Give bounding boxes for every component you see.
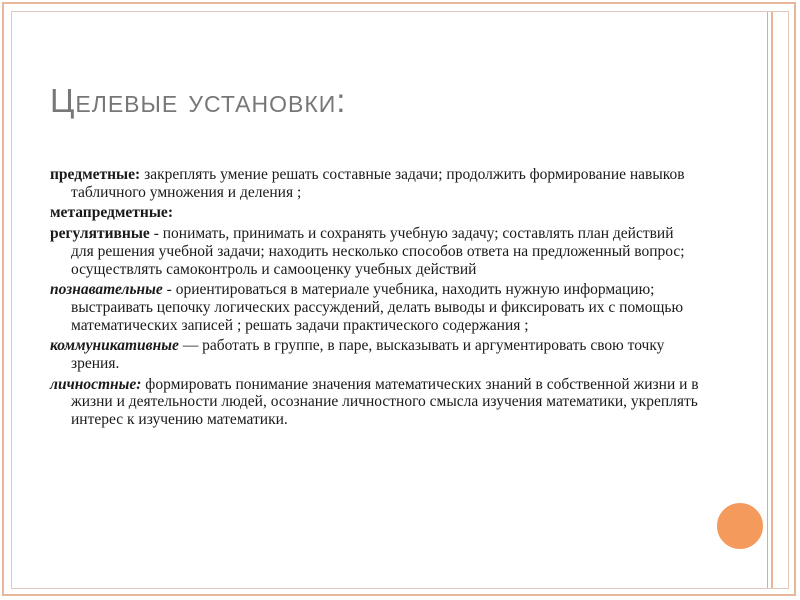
paragraph-subject <box>50 166 700 201</box>
paragraph-label: метапредметные: <box>50 204 173 222</box>
paragraph-text: работать в группе, в паре, высказывать и аргументировать свою точку зрения. <box>71 337 665 373</box>
paragraph-label: коммуникативные <box>50 337 179 355</box>
paragraph-regulatory <box>50 225 700 278</box>
paragraph-label: предметные: <box>50 166 141 183</box>
frame-vertical-line <box>767 12 768 588</box>
paragraph-metasubject <box>50 204 700 222</box>
accent-circle <box>714 500 766 552</box>
paragraph-label: познавательные <box>50 281 163 299</box>
paragraph-personal <box>50 376 700 429</box>
paragraph-label-tail: - <box>162 281 172 299</box>
paragraph-text: ориентироваться в материале учебника, находить нужную информацию; выстраивать цепочку логических рассуждений, делать выводы и фиксировать их с помощью математических записей ; решать задачи практического содержания ; <box>71 281 684 334</box>
paragraph-label-tail: — <box>178 337 199 355</box>
paragraph-cognitive <box>50 281 700 334</box>
frame-vertical-line-2 <box>771 12 773 588</box>
paragraph-communicative <box>50 337 700 372</box>
slide-title: Целевые установки: <box>50 82 347 119</box>
paragraph-text: закреплять умение решать составные задачи; продолжить формирование навыков табличного умножения и деления ; <box>71 166 685 201</box>
paragraph-text: формировать понимание значения математических знаний в собственной жизни и в жизни и деятельности людей, осознание личностного смысла изучения математики, укреплять интерес к изучению математики. <box>71 375 699 429</box>
paragraph-text: - понимать, принимать и сохранять учебную задачу; составлять план действий для решения учебной задачи; находить несколько способов ответа на предложенный вопрос; осуществлять самоконтроль и самооценку учебных действий <box>71 225 685 278</box>
slide-body <box>50 166 700 432</box>
paragraph-label: личностные: <box>50 375 142 393</box>
paragraph-label: регулятивные <box>50 225 150 243</box>
